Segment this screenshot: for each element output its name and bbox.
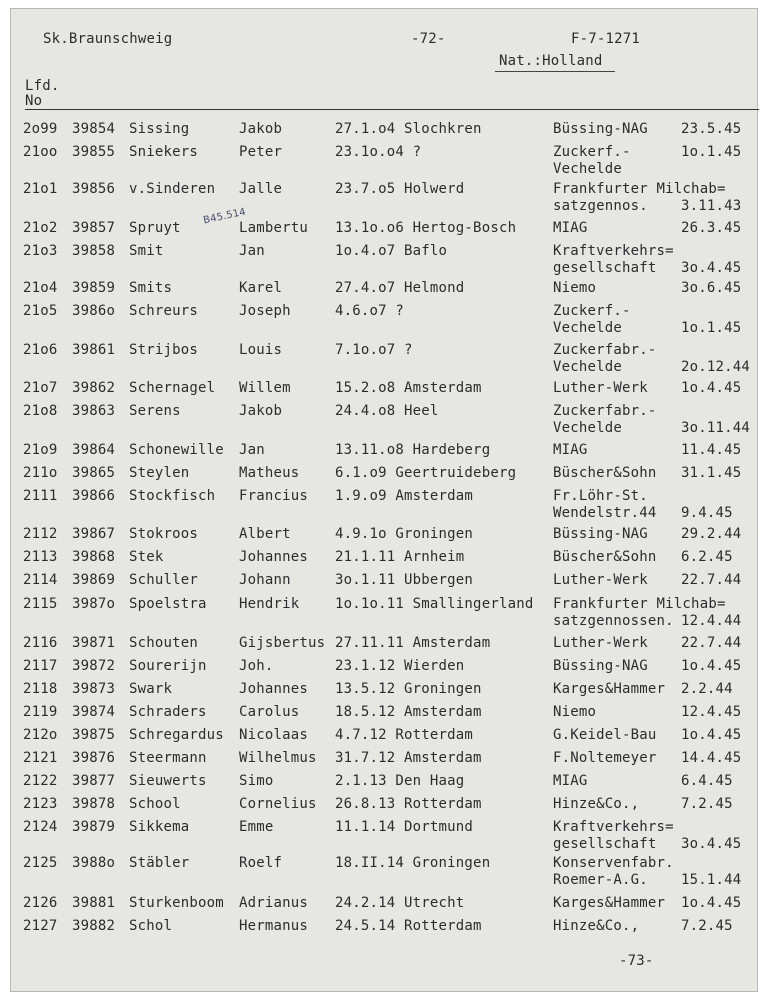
prisoner-number: 39875 (72, 727, 116, 743)
prisoner-number: 3986o (72, 303, 116, 319)
table-row (11, 380, 759, 400)
date: 11.4.45 (681, 442, 742, 458)
prisoner-number: 39863 (72, 403, 116, 419)
table-row (11, 144, 759, 177)
birth-info: 3o.1.11 Ubbergen (335, 572, 474, 588)
row-number: 2121 (23, 750, 58, 766)
prisoner-number: 39864 (72, 442, 116, 458)
surname: Sturkenboom (129, 895, 224, 911)
table-row (11, 243, 759, 276)
birth-info: 4.7.12 Rotterdam (335, 727, 474, 743)
given-name: Nicolaas (239, 727, 309, 743)
given-name: Roelf (239, 855, 283, 871)
prisoner-number: 39856 (72, 181, 116, 197)
date-line2: 12.4.44 (681, 613, 742, 629)
given-name: Johann (239, 572, 291, 588)
surname: Smit (129, 243, 164, 259)
row-number: 21o4 (23, 280, 58, 296)
surname: Swark (129, 681, 173, 697)
date-line2: 3o.4.45 (681, 836, 742, 852)
surname: Schregardus (129, 727, 224, 743)
employer: Karges&Hammer (553, 681, 666, 697)
birth-info: 21.1.11 Arnheim (335, 549, 465, 565)
birth-info: 26.8.13 Rotterdam (335, 796, 482, 812)
given-name: Jakob (239, 121, 283, 137)
given-name: Johannes (239, 549, 309, 565)
row-number: 2126 (23, 895, 58, 911)
surname: Schernagel (129, 380, 216, 396)
date: 1o.4.45 (681, 895, 742, 911)
employer: Frankfurter Milchab= (553, 181, 726, 197)
employer: Karges&Hammer (553, 895, 666, 911)
surname: Stäbler (129, 855, 190, 871)
date-line2: 9.4.45 (681, 505, 733, 521)
prisoner-number: 39869 (72, 572, 116, 588)
table-row (11, 727, 759, 747)
employer: F.Noltemeyer (553, 750, 657, 766)
employer: Büssing-NAG (553, 526, 648, 542)
camp-header: Sk.Braunschweig (43, 31, 173, 47)
table-row (11, 121, 759, 141)
birth-info: 31.7.12 Amsterdam (335, 750, 482, 766)
date: 22.7.44 (681, 572, 742, 588)
table-row (11, 181, 759, 214)
birth-info: 23.1o.o4 ? (335, 144, 422, 160)
date: 7.2.45 (681, 796, 733, 812)
surname: Serens (129, 403, 181, 419)
birth-info: 1.9.o9 Amsterdam (335, 488, 474, 504)
row-number: 2115 (23, 596, 58, 612)
employer: Kraftverkehrs= (553, 819, 674, 835)
surname: Schreurs (129, 303, 199, 319)
given-name: Lambertu (239, 220, 309, 236)
surname: Stokroos (129, 526, 199, 542)
table-row (11, 303, 759, 336)
birth-info: 1o.1o.11 Smallingerland (335, 596, 534, 612)
row-number: 21o7 (23, 380, 58, 396)
date-line2: 2o.12.44 (681, 359, 751, 375)
prisoner-number: 39862 (72, 380, 116, 396)
date: 12.4.45 (681, 704, 742, 720)
column-header (25, 79, 60, 109)
surname: Sourerijn (129, 658, 207, 674)
table-row (11, 442, 759, 462)
row-number: 21oo (23, 144, 58, 160)
prisoner-number: 39873 (72, 681, 116, 697)
prisoner-number: 39872 (72, 658, 116, 674)
surname: Schouten (129, 635, 199, 651)
employer: MIAG (553, 220, 588, 236)
birth-info: 13.11.o8 Hardeberg (335, 442, 491, 458)
date: 14.4.45 (681, 750, 742, 766)
date: 2.2.44 (681, 681, 733, 697)
birth-info: 23.7.o5 Holwerd (335, 181, 465, 197)
given-name: Wilhelmus (239, 750, 317, 766)
nationality-underline (495, 71, 615, 72)
surname: Sieuwerts (129, 773, 207, 789)
table-row (11, 681, 759, 701)
row-number: 2o99 (23, 121, 58, 137)
prisoner-number: 39879 (72, 819, 116, 835)
date: 31.1.45 (681, 465, 742, 481)
birth-info: 15.2.o8 Amsterdam (335, 380, 482, 396)
prisoner-number: 39876 (72, 750, 116, 766)
birth-info: 6.1.o9 Geertruideberg (335, 465, 517, 481)
date: 1o.4.45 (681, 380, 742, 396)
date: 29.2.44 (681, 526, 742, 542)
date-line2: 3.11.43 (681, 198, 742, 214)
table-row (11, 280, 759, 300)
table-row (11, 549, 759, 569)
birth-info: 24.2.14 Utrecht (335, 895, 465, 911)
given-name: Albert (239, 526, 291, 542)
date: 1o.4.45 (681, 727, 742, 743)
table-row (11, 488, 759, 521)
date: 6.4.45 (681, 773, 733, 789)
birth-info: 24.4.o8 Heel (335, 403, 439, 419)
row-number: 2113 (23, 549, 58, 565)
table-row (11, 819, 759, 852)
table-row (11, 403, 759, 436)
table-row (11, 918, 759, 938)
employer: G.Keidel-Bau (553, 727, 657, 743)
prisoner-number: 39878 (72, 796, 116, 812)
surname: Sissing (129, 121, 190, 137)
given-name: Jan (239, 442, 265, 458)
employer-line2: Vechelde (553, 161, 623, 177)
surname: Steermann (129, 750, 207, 766)
surname: Steylen (129, 465, 190, 481)
given-name: Adrianus (239, 895, 309, 911)
table-row (11, 773, 759, 793)
surname: Strijbos (129, 342, 199, 358)
row-number: 21o5 (23, 303, 58, 319)
prisoner-number: 3987o (72, 596, 116, 612)
row-number: 2116 (23, 635, 58, 651)
birth-info: 4.6.o7 ? (335, 303, 405, 319)
row-number: 2124 (23, 819, 58, 835)
prisoner-number: 39854 (72, 121, 116, 137)
given-name: Johannes (239, 681, 309, 697)
date: 22.7.44 (681, 635, 742, 651)
date-line2: 1o.1.45 (681, 320, 742, 336)
employer: Büssing-NAG (553, 121, 648, 137)
row-number: 2112 (23, 526, 58, 542)
table-row (11, 658, 759, 678)
employer-line2: Vechelde (553, 359, 623, 375)
row-number: 2119 (23, 704, 58, 720)
prisoner-number: 39881 (72, 895, 116, 911)
birth-info: 23.1.12 Wierden (335, 658, 465, 674)
surname: Stek (129, 549, 164, 565)
employer: Büscher&Sohn (553, 549, 657, 565)
footer-page-number: -73- (619, 953, 654, 969)
reference-number: F-7-1271 (571, 31, 641, 47)
employer: Luther-Werk (553, 380, 648, 396)
surname: Smits (129, 280, 173, 296)
surname: Schonewille (129, 442, 224, 458)
birth-info: 18.II.14 Groningen (335, 855, 491, 871)
prisoner-number: 39866 (72, 488, 116, 504)
employer-line2: Vechelde (553, 420, 623, 436)
birth-info: 13.1o.o6 Hertog-Bosch (335, 220, 517, 236)
document-page (10, 8, 758, 992)
given-name: Willem (239, 380, 291, 396)
row-number: 21o3 (23, 243, 58, 259)
date: 1o.1.45 (681, 144, 742, 160)
employer: Zuckerfabr.- (553, 403, 657, 419)
surname: v.Sinderen (129, 181, 216, 197)
employer-line2: gesellschaft (553, 836, 657, 852)
date: 26.3.45 (681, 220, 742, 236)
header-rule (25, 109, 759, 110)
given-name: Gijsbertus (239, 635, 326, 651)
surname: Spoelstra (129, 596, 207, 612)
table-row (11, 704, 759, 724)
table-row (11, 465, 759, 485)
employer: Zuckerf.- (553, 303, 631, 319)
employer-line2: satzgennossen. (553, 613, 674, 629)
prisoner-number: 39859 (72, 280, 116, 296)
employer: Hinze&Co., (553, 918, 640, 934)
employer: MIAG (553, 442, 588, 458)
given-name: Francius (239, 488, 309, 504)
row-number: 21o2 (23, 220, 58, 236)
given-name: Joseph (239, 303, 291, 319)
given-name: Jan (239, 243, 265, 259)
prisoner-number: 3988o (72, 855, 116, 871)
prisoner-number: 39858 (72, 243, 116, 259)
prisoner-number: 39874 (72, 704, 116, 720)
given-name: Simo (239, 773, 274, 789)
employer: Niemo (553, 704, 597, 720)
birth-info: 27.1.o4 Slochkren (335, 121, 482, 137)
given-name: Jakob (239, 403, 283, 419)
date-line2: 15.1.44 (681, 872, 742, 888)
surname: Sniekers (129, 144, 199, 160)
surname: Schol (129, 918, 173, 934)
employer: Zuckerfabr.- (553, 342, 657, 358)
row-number: 2111 (23, 488, 58, 504)
birth-info: 11.1.14 Dortmund (335, 819, 474, 835)
employer: Konservenfabr. (553, 855, 674, 871)
row-number: 21o6 (23, 342, 58, 358)
employer-line2: Wendelstr.44 (553, 505, 657, 521)
employer-line2: Vechelde (553, 320, 623, 336)
given-name: Cornelius (239, 796, 317, 812)
table-row (11, 342, 759, 375)
prisoner-number: 39855 (72, 144, 116, 160)
table-row (11, 572, 759, 592)
row-number: 212o (23, 727, 58, 743)
surname: Schuller (129, 572, 199, 588)
employer: Luther-Werk (553, 635, 648, 651)
given-name: Peter (239, 144, 283, 160)
employer-line2: gesellschaft (553, 260, 657, 276)
given-name: Carolus (239, 704, 300, 720)
employer: MIAG (553, 773, 588, 789)
row-number: 2125 (23, 855, 58, 871)
given-name: Hendrik (239, 596, 300, 612)
table-row (11, 220, 759, 240)
surname: Stockfisch (129, 488, 216, 504)
table-row (11, 895, 759, 915)
row-number: 211o (23, 465, 58, 481)
prisoner-number: 39868 (72, 549, 116, 565)
birth-info: 18.5.12 Amsterdam (335, 704, 482, 720)
employer: Fr.Löhr-St. (553, 488, 648, 504)
birth-info: 4.9.1o Groningen (335, 526, 474, 542)
given-name: Emme (239, 819, 274, 835)
surname: School (129, 796, 181, 812)
given-name: Joh. (239, 658, 274, 674)
birth-info: 27.11.11 Amsterdam (335, 635, 491, 651)
birth-info: 24.5.14 Rotterdam (335, 918, 482, 934)
date-line2: 3o.11.44 (681, 420, 751, 436)
employer-line2: satzgennos. (553, 198, 648, 214)
column-header-line2: No (25, 93, 43, 109)
date-line2: 3o.4.45 (681, 260, 742, 276)
employer: Frankfurter Milchab= (553, 596, 726, 612)
birth-info: 1o.4.o7 Baflo (335, 243, 448, 259)
employer: Kraftverkehrs= (553, 243, 674, 259)
prisoner-number: 39877 (72, 773, 116, 789)
prisoner-number: 39871 (72, 635, 116, 651)
table-row (11, 750, 759, 770)
birth-info: 2.1.13 Den Haag (335, 773, 465, 789)
date: 1o.4.45 (681, 658, 742, 674)
employer-line2: Roemer-A.G. (553, 872, 648, 888)
prisoner-number: 39865 (72, 465, 116, 481)
row-number: 2118 (23, 681, 58, 697)
given-name: Matheus (239, 465, 300, 481)
given-name: Louis (239, 342, 283, 358)
row-number: 21o8 (23, 403, 58, 419)
handwritten-annotation: B45.514 (202, 206, 247, 227)
row-number: 2117 (23, 658, 58, 674)
prisoner-number: 39882 (72, 918, 116, 934)
row-number: 2127 (23, 918, 58, 934)
birth-info: 27.4.o7 Helmond (335, 280, 465, 296)
nationality-label: Nat.:Holland (499, 53, 603, 69)
date: 7.2.45 (681, 918, 733, 934)
table-row (11, 635, 759, 655)
prisoner-number: 39867 (72, 526, 116, 542)
row-number: 2114 (23, 572, 58, 588)
given-name: Karel (239, 280, 283, 296)
date: 6.2.45 (681, 549, 733, 565)
surname: Schraders (129, 704, 207, 720)
employer: Hinze&Co., (553, 796, 640, 812)
column-header-line1: Lfd. (25, 78, 60, 94)
row-number: 2122 (23, 773, 58, 789)
surname: Sikkema (129, 819, 190, 835)
date: 3o.6.45 (681, 280, 742, 296)
given-name: Hermanus (239, 918, 309, 934)
prisoner-number: 39857 (72, 220, 116, 236)
employer: Büssing-NAG (553, 658, 648, 674)
table-row (11, 596, 759, 629)
employer: Büscher&Sohn (553, 465, 657, 481)
employer: Luther-Werk (553, 572, 648, 588)
row-number: 21o1 (23, 181, 58, 197)
surname: Spruyt (129, 220, 181, 236)
employer: Zuckerf.- (553, 144, 631, 160)
employer: Niemo (553, 280, 597, 296)
birth-info: 7.1o.o7 ? (335, 342, 413, 358)
row-number: 21o9 (23, 442, 58, 458)
table-row (11, 796, 759, 816)
table-row (11, 526, 759, 546)
given-name: Jalle (239, 181, 283, 197)
page-number: -72- (411, 31, 446, 47)
date: 23.5.45 (681, 121, 742, 137)
table-row (11, 855, 759, 888)
row-number: 2123 (23, 796, 58, 812)
birth-info: 13.5.12 Groningen (335, 681, 482, 697)
prisoner-number: 39861 (72, 342, 116, 358)
